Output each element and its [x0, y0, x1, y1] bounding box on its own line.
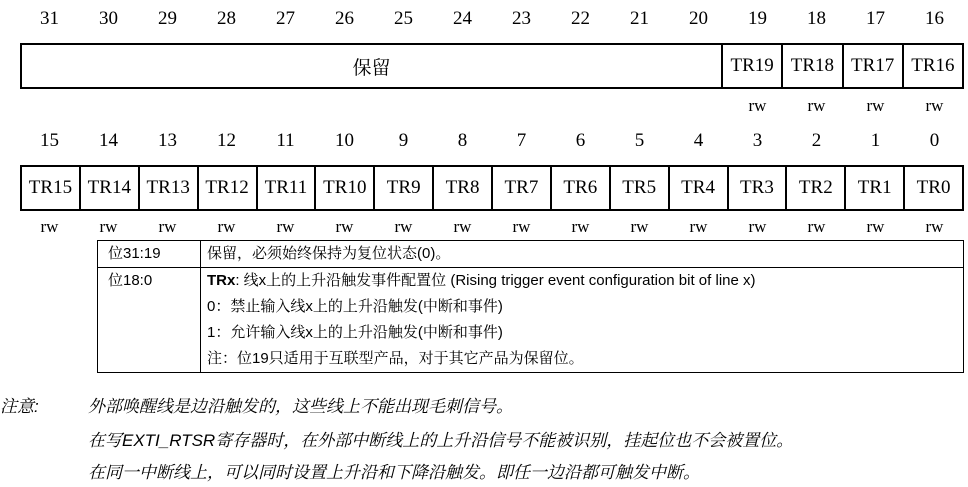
register-field: TR11	[258, 167, 317, 209]
access-label: rw	[866, 96, 885, 115]
bit-range-cell: 位18:0	[98, 268, 201, 373]
access-label: rw	[689, 217, 708, 236]
bit-number: 27	[276, 8, 295, 29]
bit-number: 26	[335, 8, 354, 29]
register-field: TR0	[905, 167, 964, 209]
bit-number: 0	[929, 130, 940, 151]
access-label: rw	[276, 217, 295, 236]
table-row	[98, 241, 964, 268]
bit-number: 12	[217, 130, 236, 151]
bit-range-cell: 位31:19	[98, 241, 201, 268]
register-field: TR1	[846, 167, 905, 209]
bit-number: 10	[335, 130, 354, 151]
bit-description-cell	[201, 268, 964, 373]
access-label: rw	[453, 217, 472, 236]
bit-number: 2	[811, 130, 822, 151]
access-label: rw	[335, 217, 354, 236]
bit-number: 20	[689, 8, 708, 29]
bit-number: 22	[571, 8, 590, 29]
bit-number: 11	[276, 130, 295, 151]
access-label: rw	[807, 96, 826, 115]
field-name: TRx	[207, 272, 236, 289]
register-field: TR8	[434, 167, 493, 209]
register-field: TR17	[844, 45, 904, 87]
description-line: 注：位19只适用于互联型产品，对于其它产品为保留位。	[207, 350, 584, 367]
access-label: rw	[807, 217, 826, 236]
register-field: TR9	[375, 167, 434, 209]
bit-number: 1	[870, 130, 881, 151]
bit-number: 7	[516, 130, 527, 151]
bit-number: 29	[158, 8, 177, 29]
access-label: rw	[512, 217, 531, 236]
bit-description-table	[97, 240, 964, 373]
bit-number: 21	[630, 8, 649, 29]
bit-number: 28	[217, 8, 236, 29]
bit-number: 14	[99, 130, 118, 151]
register-field: TR7	[493, 167, 552, 209]
bit-number: 17	[866, 8, 885, 29]
bit-number: 31	[40, 8, 59, 29]
access-label: rw	[925, 217, 944, 236]
register-field: TR16	[904, 45, 964, 87]
bit-number: 19	[748, 8, 767, 29]
access-label: rw	[925, 96, 944, 115]
access-label: rw	[217, 217, 236, 236]
access-label: rw	[630, 217, 649, 236]
register-field: TR10	[316, 167, 375, 209]
description-line: 1：允许输入线x上的上升沿触发(中断和事件)	[207, 324, 503, 341]
bit-number: 9	[398, 130, 409, 151]
register-field: TR5	[611, 167, 670, 209]
access-label: rw	[40, 217, 59, 236]
bit-number: 15	[40, 130, 59, 151]
register-field: TR3	[729, 167, 788, 209]
bit-number: 23	[512, 8, 531, 29]
bit-number: 30	[99, 8, 118, 29]
bit-number: 8	[457, 130, 468, 151]
lower-bit-numbers	[20, 128, 964, 154]
upper-access-row	[20, 95, 964, 117]
register-field: TR2	[787, 167, 846, 209]
access-label: rw	[394, 217, 413, 236]
access-label: rw	[748, 96, 767, 115]
access-label: rw	[866, 217, 885, 236]
access-label: rw	[99, 217, 118, 236]
bit-number: 4	[693, 130, 704, 151]
register-field: TR14	[81, 167, 140, 209]
register-field: TR6	[552, 167, 611, 209]
register-field: TR19	[723, 45, 783, 87]
note-line: 在写EXTI_RTSR寄存器时，在外部中断线上的上升沿信号不能被识别，挂起位也不会被置位。	[88, 431, 794, 450]
note-line: 在同一中断线上，可以同时设置上升沿和下降沿触发。即任一边沿都可触发中断。	[88, 463, 700, 482]
register-field: TR13	[140, 167, 199, 209]
register-field: TR12	[199, 167, 258, 209]
bit-number: 16	[925, 8, 944, 29]
field-title	[207, 268, 957, 294]
upper-register-row	[20, 43, 964, 89]
lower-access-row	[20, 216, 964, 238]
table-row	[98, 268, 964, 373]
field-title-rest: : 线x上的上升沿触发事件配置位 (Rising trigger event configuration bit of line x)	[235, 272, 756, 289]
bit-number: 6	[575, 130, 586, 151]
register-field: TR4	[670, 167, 729, 209]
access-label: rw	[748, 217, 767, 236]
bit-description-cell	[201, 241, 964, 268]
access-label: rw	[571, 217, 590, 236]
bit-number: 24	[453, 8, 472, 29]
bit-number: 13	[158, 130, 177, 151]
lower-register-row	[20, 165, 964, 211]
bit-number: 3	[752, 130, 763, 151]
access-label: rw	[158, 217, 177, 236]
note-label: 注意:	[0, 397, 39, 416]
reserved-field: 保留	[22, 45, 723, 87]
upper-bit-numbers	[20, 6, 964, 32]
bit-number: 25	[394, 8, 413, 29]
description-line: 0：禁止输入线x上的上升沿触发(中断和事件)	[207, 298, 503, 315]
bit-number: 5	[634, 130, 645, 151]
register-field: TR15	[22, 167, 81, 209]
bit-number: 18	[807, 8, 826, 29]
note-line: 外部唤醒线是边沿触发的，这些线上不能出现毛刺信号。	[88, 397, 513, 416]
description-line: 保留，必须始终保持为复位状态(0)。	[207, 245, 451, 262]
register-field: TR18	[783, 45, 843, 87]
